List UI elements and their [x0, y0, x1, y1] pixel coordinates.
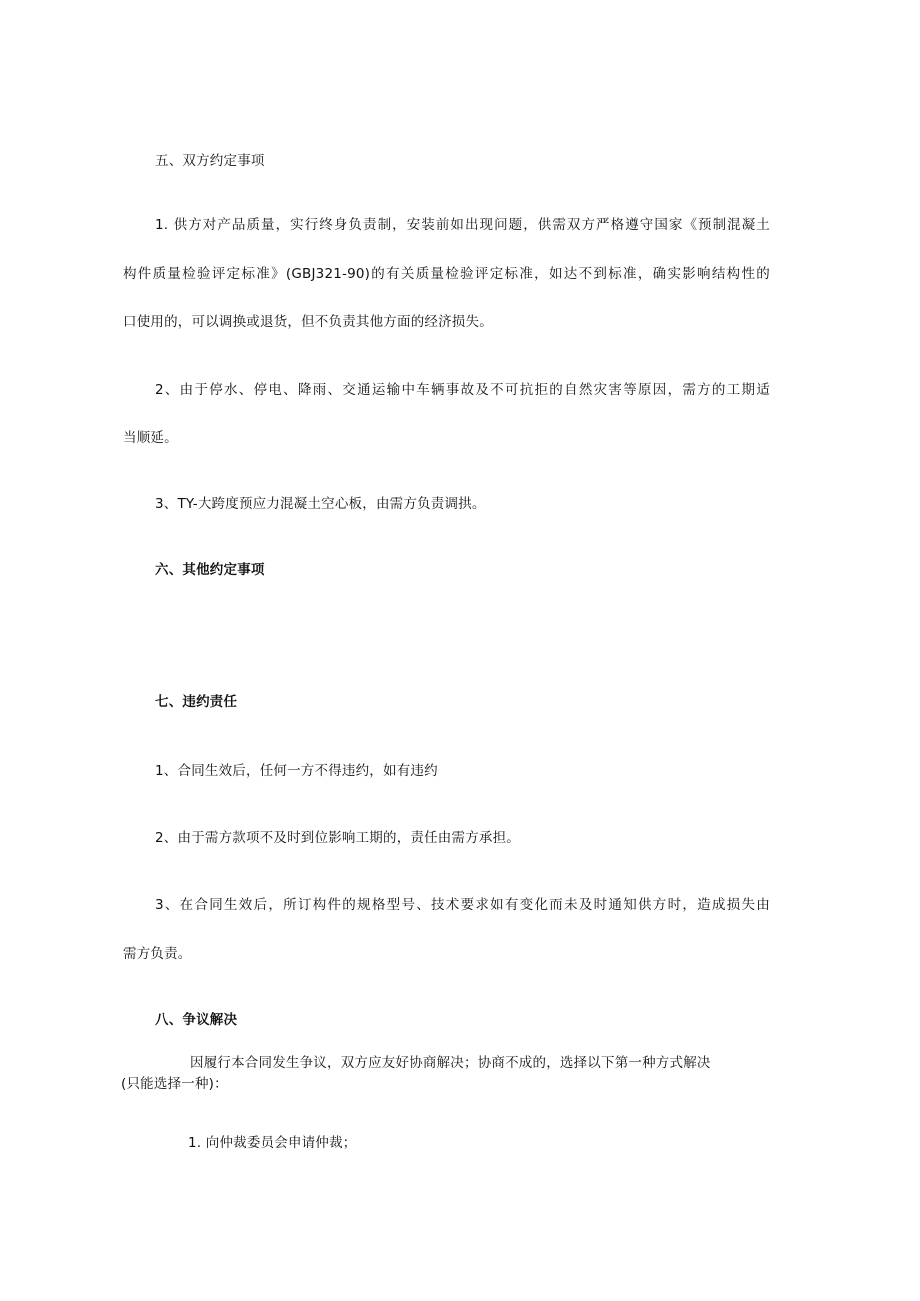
s5-p2-line2: 当顺延。 [123, 430, 178, 446]
section-8-heading: 八、争议解决 [155, 1012, 238, 1028]
s7-p3-line1: 3、在合同生效后，所订构件的规格型号、技术要求如有变化而未及时通知供方时，造成损失由 [155, 897, 770, 913]
section-6-heading: 六、其他约定事项 [155, 562, 265, 578]
s5-p1-line1: 1. 供方对产品质量，实行终身负责制，安装前如出现问题，供需双方严格遵守国家《预制混凝土 [155, 217, 770, 233]
s5-p2-line1: 2、由于停水、停电、降雨、交通运输中车辆事故及不可抗拒的自然灾害等原因，需方的工期适 [155, 382, 770, 398]
s8-intro-line2: (只能选择一种)： [121, 1076, 228, 1092]
s7-p3-line2: 需方负责。 [123, 946, 192, 962]
section-7-heading: 七、违约责任 [155, 694, 238, 710]
s5-p3: 3、TY-大跨度预应力混凝土空心板，由需方负责调拱。 [155, 496, 486, 512]
s7-p1: 1、合同生效后，任何一方不得违约，如有违约 [155, 763, 438, 779]
s8-option-1: 1. 向仲裁委员会申请仲裁； [188, 1135, 357, 1151]
s8-intro-line1: 因履行本合同发生争议，双方应友好协商解决；协商不成的，选择以下第一种方式解决 [190, 1055, 711, 1071]
s5-p1-line2: 构件质量检验评定标准》(GBJ321-90)的有关质量检验评定标准，如达不到标准，确实影响结构性的 [123, 266, 770, 282]
s5-p1-line3: 口使用的，可以调换或退货，但不负责其他方面的经济损失。 [123, 314, 493, 330]
s7-p2: 2、由于需方款项不及时到位影响工期的，责任由需方承担。 [155, 830, 520, 846]
section-5-heading: 五、双方约定事项 [155, 153, 265, 169]
